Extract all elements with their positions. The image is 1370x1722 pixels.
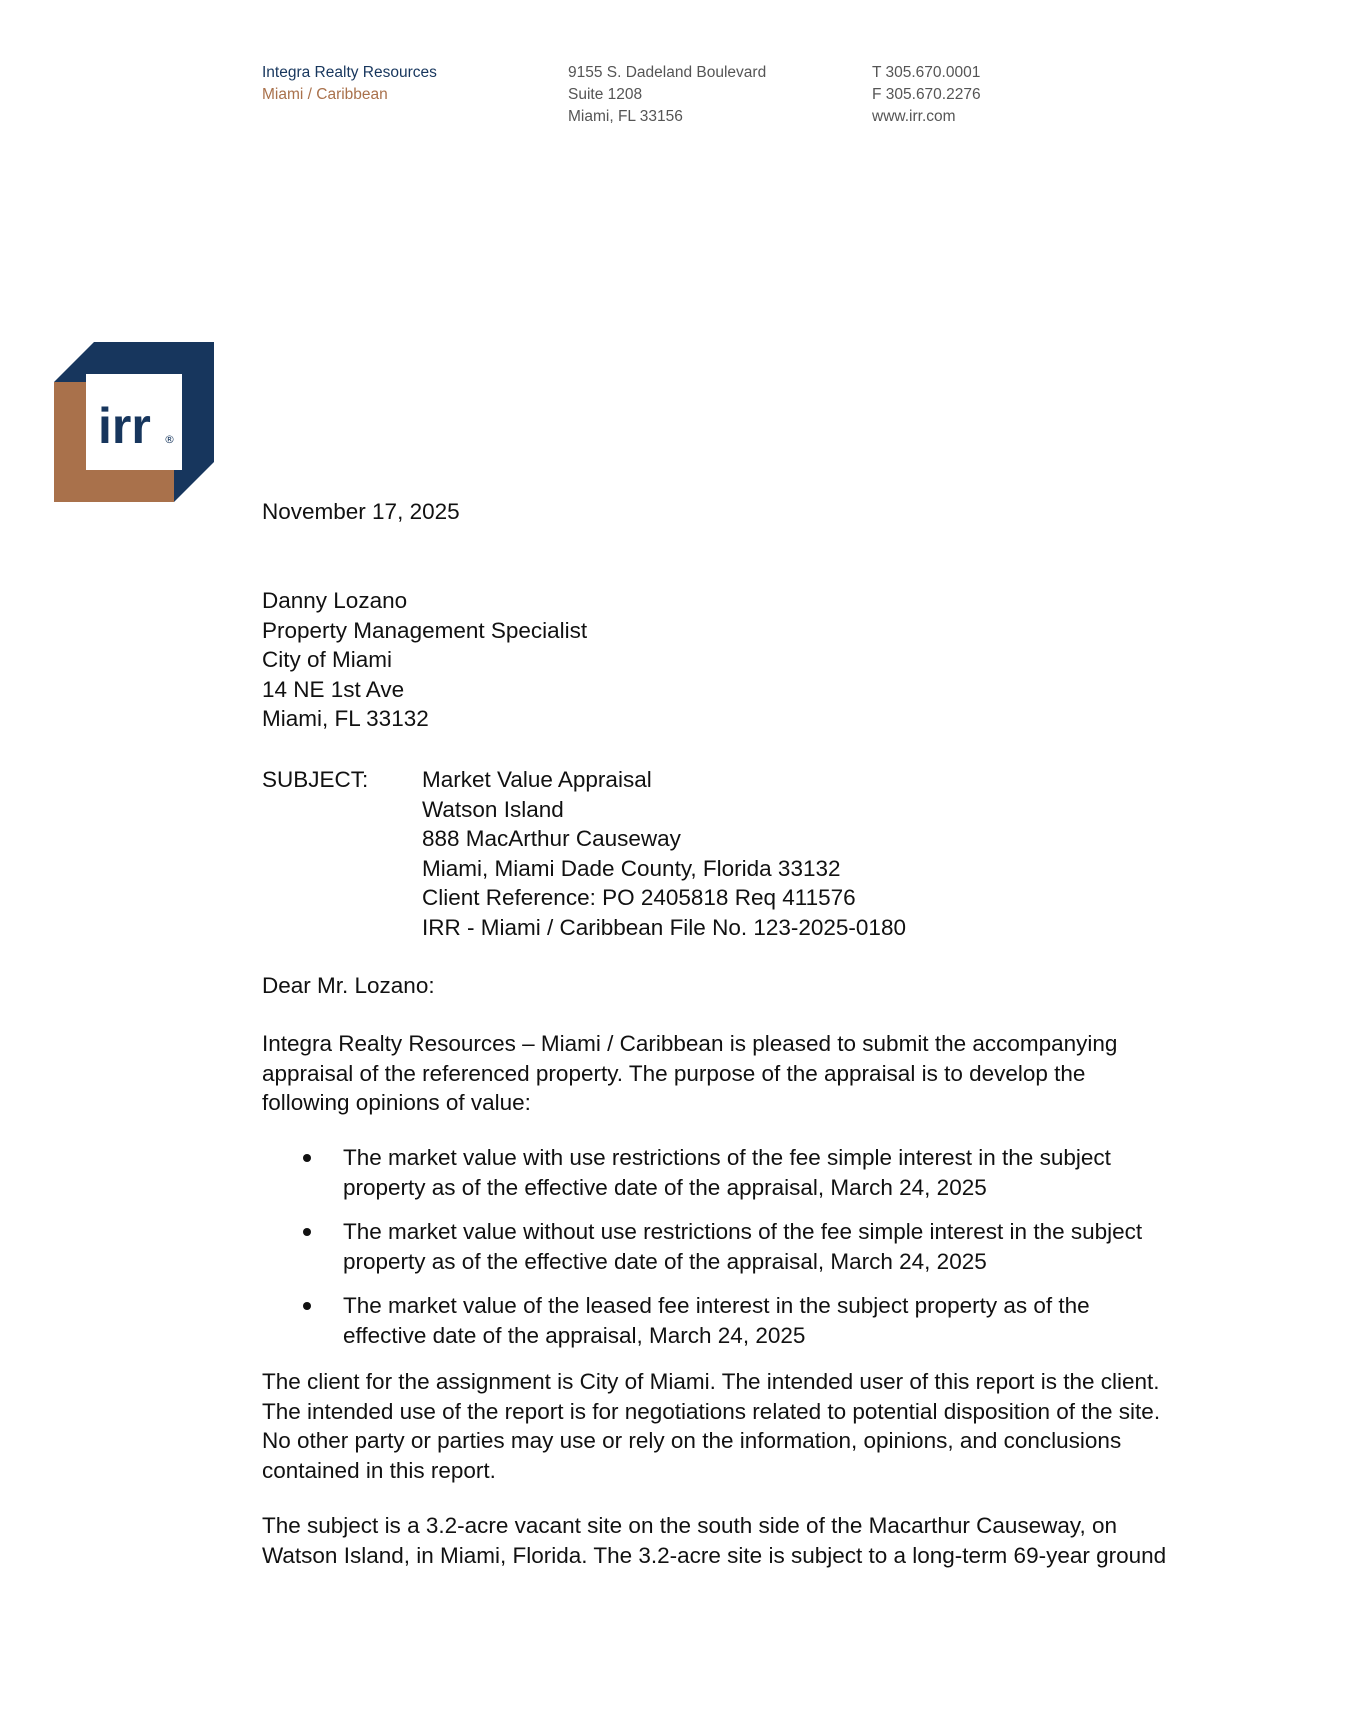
logo-registered-mark: ® [164,433,175,446]
recipient-block [262,586,587,734]
subject-line: IRR - Miami / Caribbean File No. 123-2025-0180 [422,914,906,940]
list-item [262,1291,1162,1350]
list-item [262,1143,1162,1202]
recipient-city: Miami, FL 33132 [262,706,429,731]
bullet-icon [303,1228,311,1236]
salutation: Dear Mr. Lozano: [262,973,435,998]
value-opinions-list [262,1143,1162,1365]
recipient-name: Danny Lozano [262,588,408,613]
client-paragraph: The client for the assignment is City of Miami. The intended user of this report is the client. The intended use of the report is for negotiations related to potential disposition of the site. No other party or parties may use or rely on the information, opinions, and conclusions contained in this report. [262,1369,1161,1483]
letterhead-firm [262,62,437,106]
list-item [262,1217,1162,1276]
list-item-text: The market value of the leased fee interest in the subject property as of the effective date of the appraisal, March 24, 2025 [343,1293,1090,1348]
firm-region: Miami / Caribbean [262,86,388,103]
subject-line: Watson Island [422,796,564,822]
subject-line: Miami, Miami Dade County, Florida 33132 [422,855,841,881]
recipient-street: 14 NE 1st Ave [262,676,405,702]
logo-text: irr [98,398,151,454]
subject-line: Market Value Appraisal [422,767,652,792]
subject-line: Client Reference: PO 2405818 Req 411576 [422,885,856,910]
recipient-org: City of Miami [262,647,393,672]
address-line: 9155 S. Dadeland Boulevard [568,64,767,81]
recipient-title: Property Management Specialist [262,617,588,643]
fax-line: F 305.670.2276 [872,86,981,103]
letter-date: November 17, 2025 [262,499,460,524]
phone-line: T 305.670.0001 [872,64,981,81]
letterhead-contact [872,62,981,128]
list-item-text: The market value without use restrictions of the fee simple interest in the subject property as of the effective date of the appraisal, March 24, 2025 [343,1219,1143,1274]
list-item-text: The market value with use restrictions of the fee simple interest in the subject property as of the effective date of the appraisal, March 24, 2025 [343,1145,1111,1200]
address-line: Suite 1208 [568,86,643,103]
subject-description-paragraph: The subject is a 3.2-acre vacant site on the south side of the Macarthur Causeway, on Watson Island, in Miami, Florida. The 3.2-acre site is subject to a long-term 69-year ground [262,1513,1167,1568]
firm-name: Integra Realty Resources [262,64,437,81]
bullet-icon [303,1302,311,1310]
letterhead-address [568,62,766,128]
website-line: www.irr.com [872,108,956,125]
subject-lines [422,765,906,942]
intro-paragraph: Integra Realty Resources – Miami / Caribbean is pleased to submit the accompanying appraisal of the referenced property. The purpose of the appraisal is to develop the following opinions of value: [262,1031,1118,1115]
subject-line: 888 MacArthur Causeway [422,826,681,851]
bullet-icon [303,1154,311,1162]
subject-label: SUBJECT: [262,767,369,792]
irr-logo [54,342,214,502]
address-line: Miami, FL 33156 [568,108,683,125]
